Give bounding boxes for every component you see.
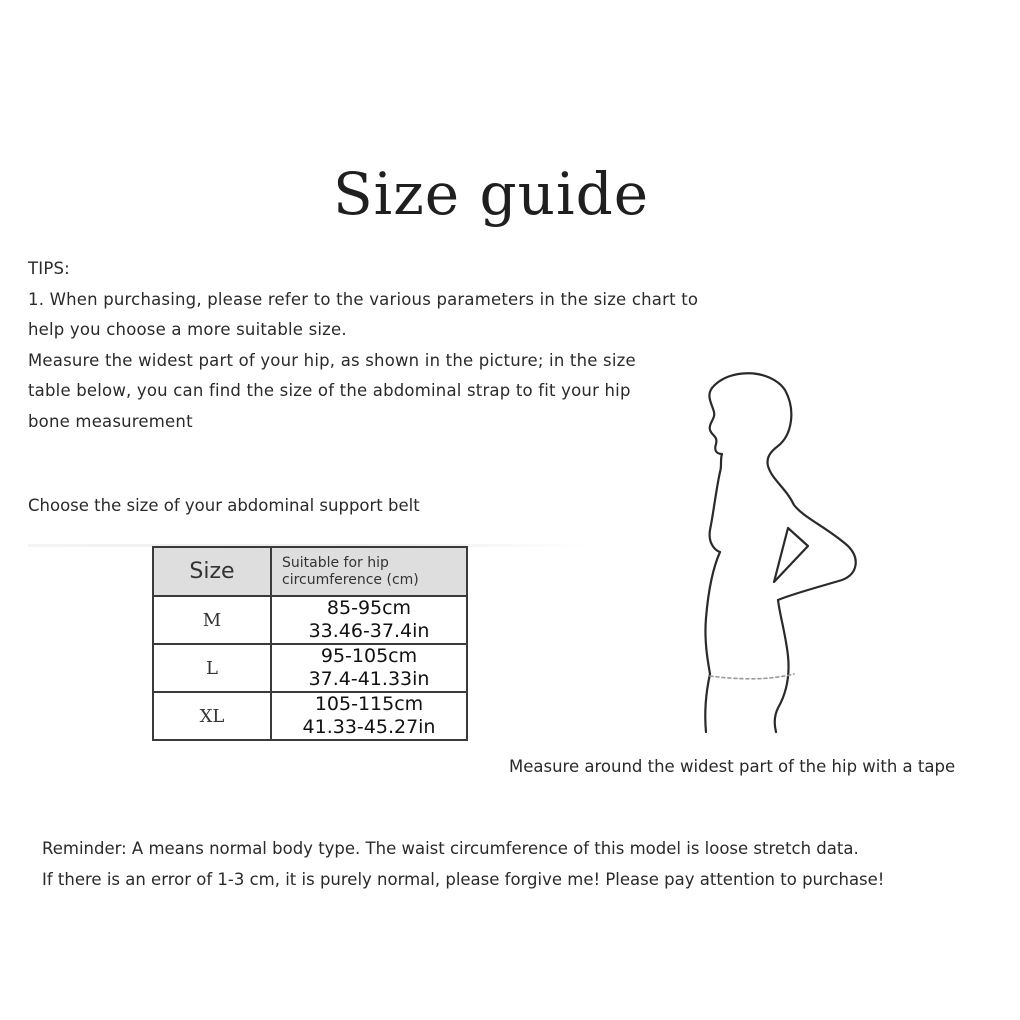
header-size: Size bbox=[153, 547, 271, 596]
table-row bbox=[153, 644, 467, 692]
header-hip-line2: circumference (cm) bbox=[282, 571, 419, 588]
reminder-line: Reminder: A means normal body type. The waist circumference of this model is loose stretch data. bbox=[42, 839, 859, 858]
figure-caption: Measure around the widest part of the hip with a tape bbox=[509, 757, 956, 776]
size-cell: M bbox=[153, 596, 271, 644]
pregnant-woman-silhouette-icon bbox=[690, 360, 870, 740]
choose-size-heading: Choose the size of your abdominal support belt bbox=[28, 496, 420, 515]
size-cell: XL bbox=[153, 692, 271, 740]
tips-line: table below, you can find the size of the abdominal strap to fit your hip bbox=[28, 381, 631, 400]
hip-range-inch: 41.33-45.27in bbox=[302, 716, 436, 738]
tips-section bbox=[28, 254, 748, 437]
table-row bbox=[153, 692, 467, 740]
tips-line: Measure the widest part of your hip, as shown in the picture; in the size bbox=[28, 350, 636, 370]
hip-range-cell bbox=[271, 644, 467, 692]
hip-range-inch: 37.4-41.33in bbox=[308, 668, 430, 690]
page-title: Size guide bbox=[332, 160, 650, 228]
hip-range-inch: 33.46-37.4in bbox=[308, 620, 430, 642]
table-header-row bbox=[153, 547, 467, 596]
header-hip-circumference bbox=[271, 547, 467, 596]
table-row bbox=[153, 596, 467, 644]
reminder-line: If there is an error of 1-3 cm, it is purely normal, please forgive me! Please pay attention to purchase! bbox=[42, 870, 885, 889]
tips-line: help you choose a more suitable size. bbox=[28, 320, 347, 339]
hip-range-cell bbox=[271, 692, 467, 740]
header-hip-line1: Suitable for hip bbox=[282, 554, 389, 571]
tips-heading: TIPS: bbox=[28, 259, 70, 278]
hip-range-cell bbox=[271, 596, 467, 644]
hip-range-cm: 105-115cm bbox=[314, 693, 424, 715]
hip-range-cm: 95-105cm bbox=[320, 645, 418, 667]
size-table bbox=[152, 546, 468, 741]
hip-range-cm: 85-95cm bbox=[326, 597, 412, 619]
reminder-section bbox=[42, 833, 884, 895]
tips-line: bone measurement bbox=[28, 411, 193, 431]
size-cell: L bbox=[153, 644, 271, 692]
tips-line: 1. When purchasing, please refer to the various parameters in the size chart to bbox=[28, 289, 699, 309]
